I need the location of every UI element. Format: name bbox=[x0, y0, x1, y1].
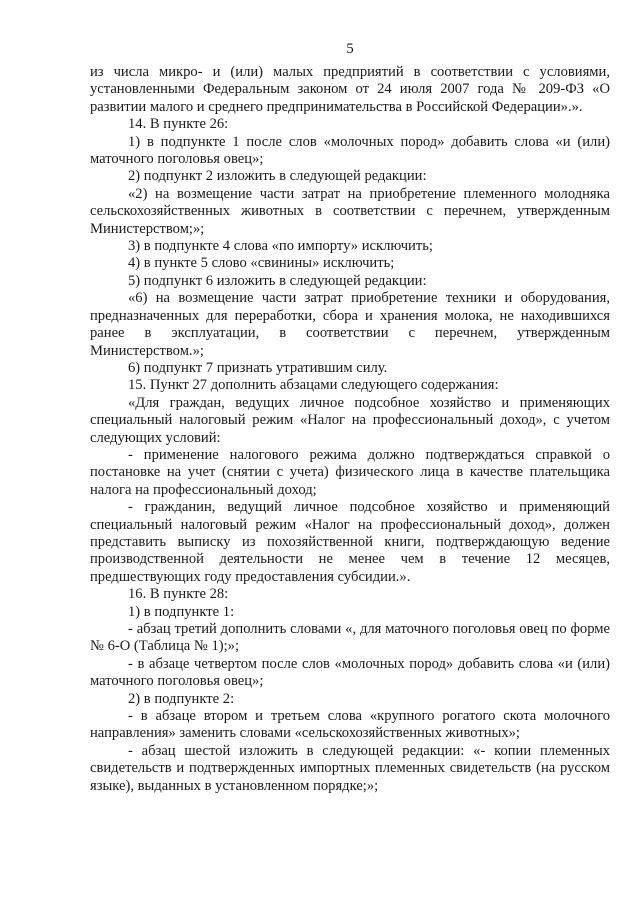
paragraph: - в абзаце четвертом после слов «молочных пород» добавить слова «и (или) маточного поголовья овец»; bbox=[90, 655, 610, 690]
paragraph: 3) в подпункте 4 слова «по импорту» исключить; bbox=[128, 238, 433, 255]
paragraph: 5) подпункт 6 изложить в следующей редакции: bbox=[128, 272, 427, 289]
paragraph: - абзац шестой изложить в следующей редакции: «- копии племенных свидетельств и подтвержденных импортных племенных свидетельств (на русском языке), выданных в установленном порядке;»; bbox=[90, 742, 610, 794]
paragraph: 6) подпункт 7 признать утратившим силу. bbox=[128, 359, 388, 376]
paragraph: «2) на возмещение части затрат на приобретение племенного молодняка сельскохозяйственных животных в соответствии с перечнем, утвержденным Министерством;»; bbox=[90, 185, 610, 237]
paragraph: 4) в пункте 5 слово «свинины» исключить; bbox=[128, 255, 395, 272]
paragraph: 1) в подпункте 1 после слов «молочных пород» добавить слова «и (или) маточного поголовья овец»; bbox=[90, 133, 610, 168]
paragraph: 1) в подпункте 1: bbox=[128, 603, 235, 620]
paragraph: из числа микро- и (или) малых предприятий в соответствии с условиями, установленными Федеральным законом от 24 июля 2007 года № 209-ФЗ «О развитии малого и среднего предпринимательства в Российской Федерации».». bbox=[90, 64, 610, 115]
page-number: 5 bbox=[346, 41, 354, 57]
paragraph: - абзац третий дополнить словами «, для маточного поголовья овец по форме № 6-О (Таблица № 1);»; bbox=[90, 621, 610, 655]
paragraph: «6) на возмещение части затрат приобретение техники и оборудования, предназначенных для переработки, сбора и хранения молока, не находившихся ранее в эксплуатации, в соответствии с перечнем, утвержденным Министерством.»; bbox=[90, 290, 610, 359]
paragraph: - гражданин, ведущий личное подсобное хозяйство и применяющий специальный налоговый режим «Налог на профессиональный доход», должен представить выписку из похозяйственной книги, подтверждающую ведение производственной деятельности не менее чем в течение 12 месяцев, предшествующих году предоставления субсидии.». bbox=[90, 499, 610, 585]
paragraph: 2) в подпункте 2: bbox=[128, 690, 235, 707]
paragraph: 14. В пункте 26: bbox=[128, 116, 229, 133]
document-body bbox=[90, 64, 610, 795]
paragraph: 15. Пункт 27 дополнить абзацами следующего содержания: bbox=[128, 377, 499, 394]
paragraph: 16. В пункте 28: bbox=[128, 586, 229, 603]
paragraph: - в абзаце втором и третьем слова «крупного рогатого скота молочного направления» заменить словами «сельскохозяйственных животных»; bbox=[90, 708, 610, 742]
paragraph: «Для граждан, ведущих личное подсобное хозяйство и применяющих специальный налоговый режим «Налог на профессиональный доход», с учетом следующих условий: bbox=[90, 394, 610, 446]
paragraph: - применение налогового режима должно подтверждаться справкой о постановке на учет (снятии с учета) физического лица в качестве плательщика налога на профессиональный доход; bbox=[90, 446, 610, 498]
paragraph: 2) подпункт 2 изложить в следующей редакции: bbox=[128, 168, 427, 185]
